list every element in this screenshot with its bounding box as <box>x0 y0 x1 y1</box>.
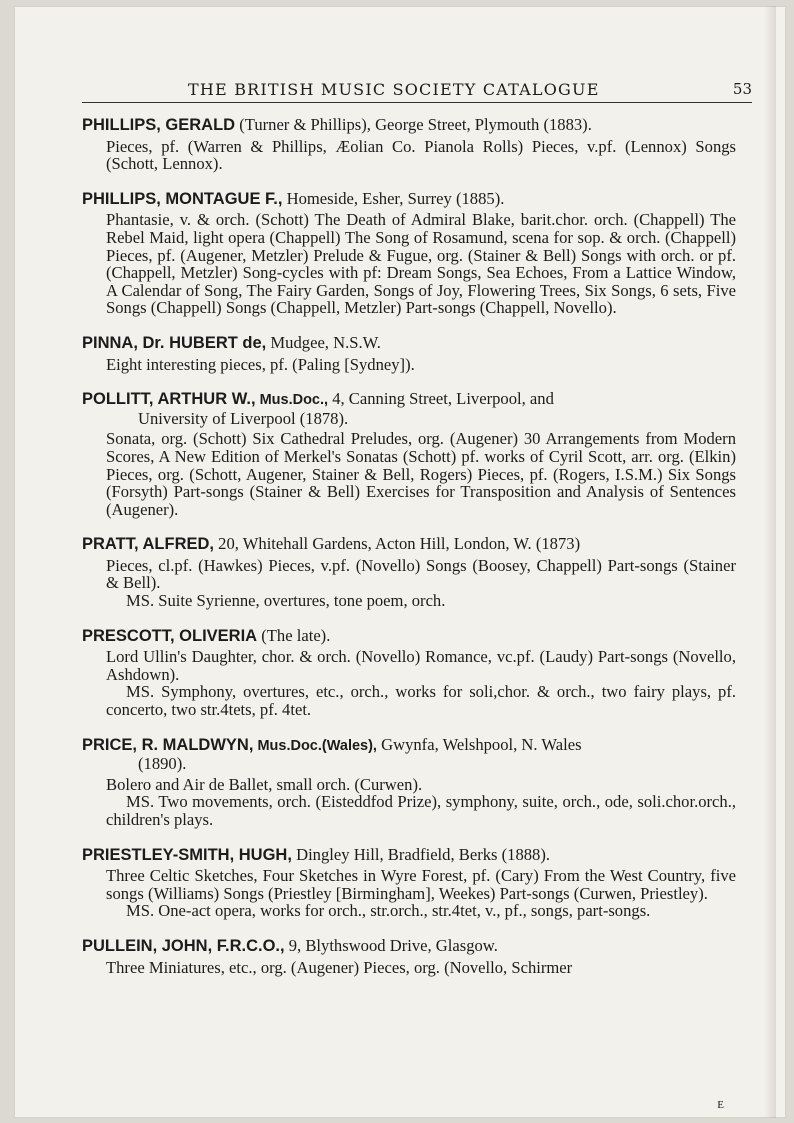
works-list: Lord Ullin's Daughter, chor. & orch. (Novello) Romance, vc.pf. (Laudy) Part-songs (Novello, Ashdown). <box>106 647 736 684</box>
composer-details: Dingley Hill, Bradfield, Berks (1888). <box>291 844 551 864</box>
works-list: Pieces, cl.pf. (Hawkes) Pieces, v.pf. (Novello) Songs (Boosey, Chappell) Part-songs (Stainer & Bell). <box>106 555 736 593</box>
composer-degree: Mus.Doc.(Wales), <box>253 737 377 754</box>
composer-name: PINNA, Dr. HUBERT de, <box>82 333 267 352</box>
entry-heading <box>82 937 736 956</box>
printer-signature-mark: E <box>717 1099 724 1111</box>
composer-details: Gwynfa, Welshpool, N. Wales <box>376 734 582 754</box>
entry-heading <box>82 736 736 756</box>
entry-price-maldwyn <box>82 736 736 829</box>
running-header <box>82 78 752 103</box>
page-number: 53 <box>732 80 752 98</box>
entry-pinna-hubert <box>82 334 736 373</box>
manuscript-works: MS. One-act opera, works for orch., str.orch., str.4tet, v., pf., songs, part-songs. <box>126 901 651 921</box>
composer-name: POLLITT, ARTHUR W., <box>82 390 256 409</box>
entry-pollitt-arthur <box>82 390 736 518</box>
works-list: Phantasie, v. & orch. (Schott) The Death of Admiral Blake, barit.chor. orch. (Chappell) The Rebel Maid, light opera (Chappell) The Song of Rosamund, scena for sop. & orch. (Chappell) Pieces, pf. (Augener, Metzler) Prelude & Fugue, org. (Stainer & Bell) Songs with orch. or pf. (Chappell, Metzler) Song-cycles with pf: Dream Songs, Sea Echoes, From a Lattice Window, A Calendar of Song, The Fairy Garden, Songs of Joy, Flowering Trees, Six Songs, 6 sets, Five Songs (Chappell) Songs (Chappell, Metzler) Part-songs (Chappell, Novello). <box>106 210 736 318</box>
composer-details-continued: (1890). <box>138 754 187 774</box>
entry-heading <box>82 627 736 646</box>
composer-details: (Turner & Phillips), George Street, Plymouth (1883). <box>235 115 592 134</box>
entry-heading <box>82 390 736 410</box>
manuscript-works: MS. Suite Syrienne, overtures, tone poem, orch. <box>126 591 446 611</box>
entry-phillips-gerald <box>82 116 736 173</box>
entry-heading <box>82 334 736 353</box>
entry-heading <box>82 846 736 865</box>
composer-degree: Mus.Doc., <box>255 392 329 409</box>
composer-details: 4, Canning Street, Liverpool, and <box>328 389 554 409</box>
composer-name: PHILLIPS, GERALD <box>82 116 236 134</box>
header-title: THE BRITISH MUSIC SOCIETY CATALOGUE <box>188 80 600 99</box>
entry-heading <box>82 116 736 135</box>
composer-name: PHILLIPS, MONTAGUE F., <box>82 189 283 208</box>
composer-details: 9, Blythswood Drive, Glasgow. <box>284 935 498 955</box>
works-list: Three Celtic Sketches, Four Sketches in Wyre Forest, pf. (Cary) From the West Country, five songs (Williams) Songs (Priestley [Birmingham], Weekes) Part-songs (Curwen, Priestley). <box>106 866 736 903</box>
entry-heading <box>82 190 736 209</box>
composer-details: Homeside, Esher, Surrey (1885). <box>282 188 505 208</box>
catalogue-entries <box>82 116 736 993</box>
composer-name: PRESCOTT, OLIVERIA <box>82 626 258 645</box>
manuscript-works: MS. Symphony, overtures, etc., orch., works for soli,chor. & orch., two fairy plays, pf. concerto, two str.4tets, pf. 4tet. <box>106 682 736 720</box>
page-edge-shadow <box>764 6 776 1118</box>
works-list: Sonata, org. (Schott) Six Cathedral Preludes, org. (Augener) 30 Arrangements from Modern Scores, A New Edition of Merkel's Sonatas (Schott) pf. works of Cyril Scott, arr. org. (Elkin) Pieces, org. (Schott, Augener, Stainer & Bell, Rogers) Pieces, pf. (Rogers, I.S.M.) Six Songs (Forsyth) Part-songs (Stainer & Bell) Exercises for Transposition and Analysis of Sentences (Augener). <box>106 429 736 519</box>
entry-prescott-oliveria <box>82 627 736 719</box>
composer-details-continued: University of Liverpool (1878). <box>138 408 349 428</box>
composer-details: (The late). <box>257 625 331 645</box>
composer-name: PULLEIN, JOHN, F.R.C.O., <box>82 936 285 955</box>
composer-details: 20, Whitehall Gardens, Acton Hill, London, W. (1873) <box>214 534 581 554</box>
composer-name: PRIESTLEY-SMITH, HUGH, <box>82 845 292 864</box>
entry-phillips-montague <box>82 190 736 317</box>
composer-name: PRATT, ALFRED, <box>82 535 214 554</box>
manuscript-works: MS. Two movements, orch. (Eisteddfod Prize), symphony, suite, orch., ode, soli.chor.orch., children's plays. <box>106 792 736 829</box>
works-list: Pieces, pf. (Warren & Phillips, Æolian Co. Pianola Rolls) Pieces, v.pf. (Lennox) Songs (Schott, Lennox). <box>106 136 736 174</box>
entry-pratt-alfred <box>82 535 736 609</box>
entry-pullein-john <box>82 937 736 976</box>
composer-name: PRICE, R. MALDWYN, <box>82 735 254 754</box>
entry-heading <box>82 535 736 554</box>
entry-priestley-smith-hugh <box>82 846 736 920</box>
composer-details: Mudgee, N.S.W. <box>266 332 381 352</box>
works-list: Eight interesting pieces, pf. (Paling [Sydney]). <box>106 354 415 374</box>
works-list: Bolero and Air de Ballet, small orch. (Curwen). <box>106 774 423 794</box>
works-list: Three Miniatures, etc., org. (Augener) Pieces, org. (Novello, Schirmer <box>106 957 573 977</box>
